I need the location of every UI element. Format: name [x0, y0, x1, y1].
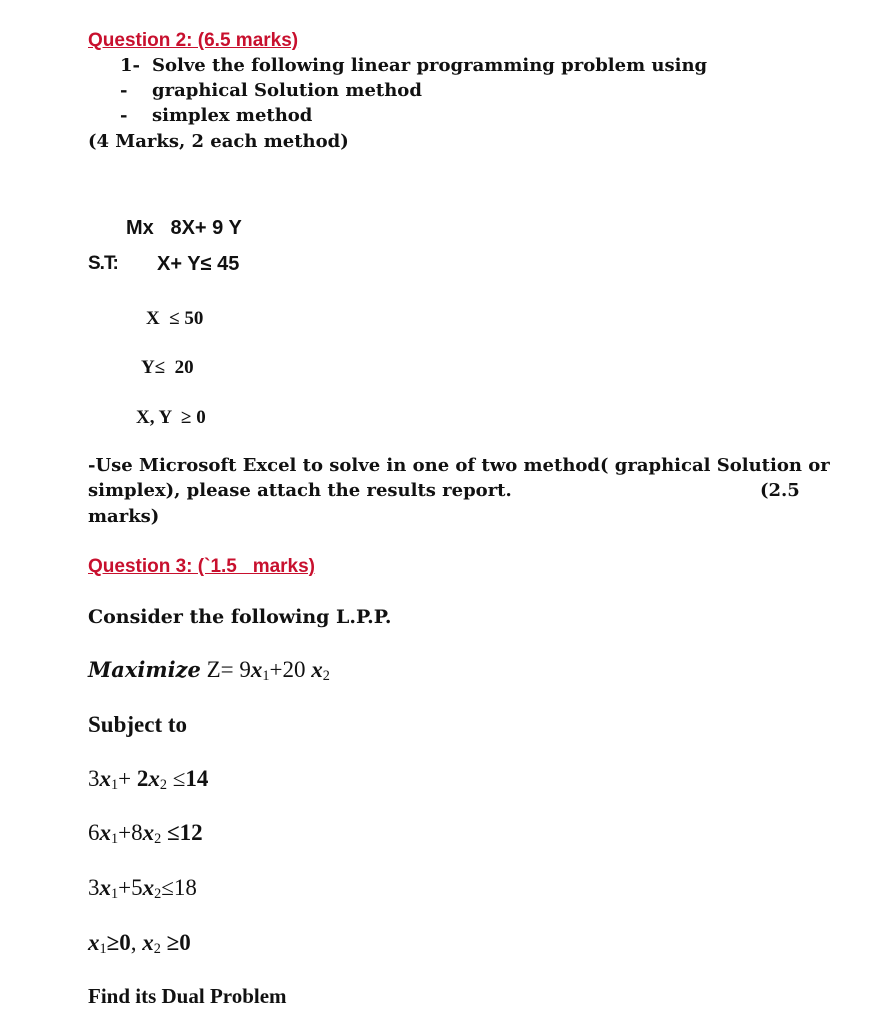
constraint-1: X+ Y≤ 45	[157, 253, 240, 275]
lpp-constraint-2: $6x_1+8x_2 \le 12$	[88, 820, 203, 847]
constraint-4: X, Y ≥ 0	[136, 407, 206, 428]
constraint-3: Y≤ 20	[141, 357, 194, 378]
lpp-objective	[88, 657, 330, 685]
bullet-2: -	[120, 105, 128, 126]
subject-to: Subject to	[88, 712, 188, 737]
constraint-2: X ≤ 50	[146, 308, 204, 329]
lpp-constraint-1: $3x_1+ 2x_2 \le 14$	[88, 766, 209, 793]
item-text: Solve the following linear programming problem using	[152, 55, 708, 76]
maximize-word: Maximize	[88, 657, 201, 682]
lpp-intro: Consider the following L.P.P.	[88, 606, 392, 628]
find-dual: Find its Dual Problem	[88, 984, 287, 1008]
question-3-title: Question 3: (`1.5 marks)	[88, 556, 316, 577]
method-graphical: graphical Solution method	[152, 80, 422, 101]
question-2-title: Question 2: (6.5 marks)	[88, 30, 299, 51]
lpp-constraint-4: $x_1\ge 0$, $x_2 \ge 0$	[88, 930, 191, 957]
subject-to-label: S.T:	[88, 253, 118, 274]
excel-instruction-line3: marks)	[88, 506, 160, 527]
marks-note: (4 Marks, 2 each method)	[88, 131, 349, 152]
excel-marks: (2.5	[760, 480, 800, 501]
lpp-constraint-3: $3x_1+5x_2\le 18$	[88, 875, 197, 902]
objective-function: Mx 8X+ 9 Y	[126, 217, 242, 239]
excel-instruction-line2: simplex), please attach the results report.	[88, 480, 512, 501]
method-simplex: simplex method	[152, 105, 313, 126]
item-number: 1-	[120, 55, 140, 76]
objective-tail: $Z= 9x_1+20$ $x_2$	[200, 657, 330, 684]
bullet-1: -	[120, 80, 128, 101]
excel-instruction-line1: -Use Microsoft Excel to solve in one of two method( graphical Solution or	[88, 455, 830, 476]
